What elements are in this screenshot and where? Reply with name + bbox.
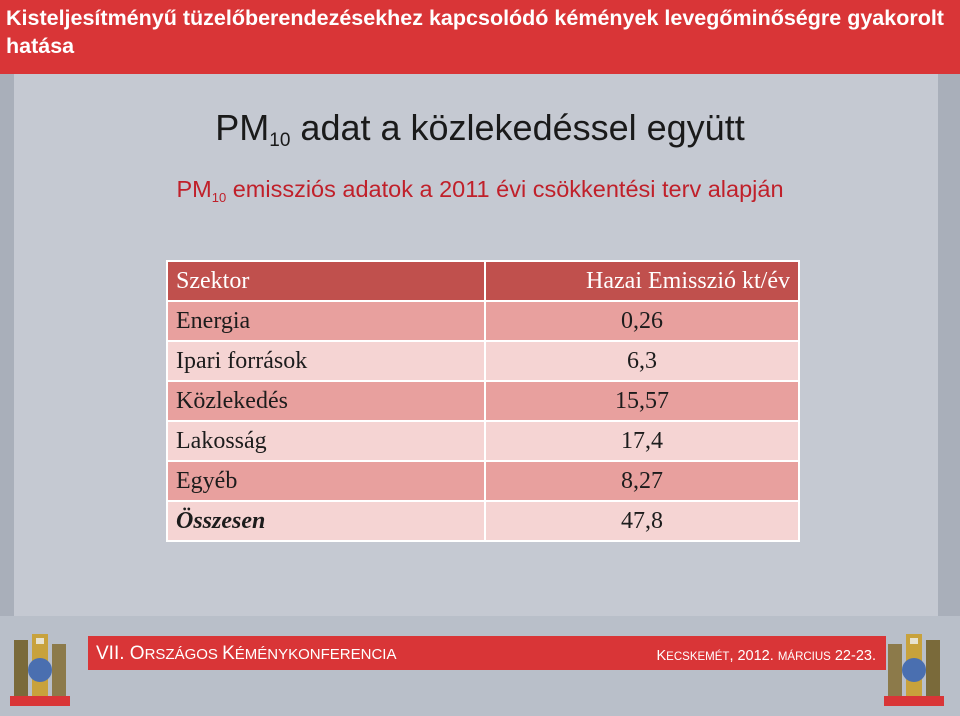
footer-city: ECSKEMÉT <box>666 651 730 663</box>
row-sector: Lakosság <box>167 421 485 461</box>
row-value: 0,26 <box>485 301 799 341</box>
title-subscript: 10 <box>269 130 291 151</box>
header-bar <box>0 0 960 74</box>
footer-year: , 2012. <box>729 648 778 664</box>
table-row <box>167 381 799 421</box>
footer-cap-k: K <box>222 643 235 664</box>
table-total-row <box>167 501 799 541</box>
row-sector-total: Összesen <box>167 501 485 541</box>
footer-cap-k2: K <box>656 648 667 664</box>
column-header-emission: Hazai Emisszió kt/év <box>485 261 799 301</box>
slide-subtitle <box>0 174 960 213</box>
row-value: 6,3 <box>485 341 799 381</box>
table-header-row <box>167 261 799 301</box>
footer-smallcaps-2: ÉMÉNYKONFERENCIA <box>234 646 397 663</box>
header-title: Kisteljesítményű tüzelőberendezésekhez kapcsolódó kémények levegőminőségre gyakorolt hatása <box>6 6 944 58</box>
footer-roman: VII. <box>96 643 130 664</box>
row-value-total: 47,8 <box>485 501 799 541</box>
subtitle-pm: PM <box>176 176 212 202</box>
subtitle-subscript: 10 <box>211 190 227 205</box>
row-sector: Ipari források <box>167 341 485 381</box>
footer-smallcaps-1: RSZÁGOS <box>144 646 223 663</box>
emission-table <box>166 260 800 542</box>
chimney-emblem-icon <box>880 630 948 710</box>
slide-title <box>0 106 960 163</box>
row-value: 15,57 <box>485 381 799 421</box>
subtitle-rest: emissziós adatok a 2011 évi csökkentési terv alapján <box>226 176 784 202</box>
footer-cap-o: O <box>129 643 145 664</box>
row-sector: Egyéb <box>167 461 485 501</box>
table-row <box>167 421 799 461</box>
table-row <box>167 341 799 381</box>
chimney-emblem-icon <box>6 630 74 710</box>
footer-conference-name <box>96 642 396 667</box>
row-sector: Energia <box>167 301 485 341</box>
row-value: 17,4 <box>485 421 799 461</box>
footer-month: MÁRCIUS <box>777 651 831 663</box>
table-row <box>167 461 799 501</box>
title-pm: PM <box>215 107 270 148</box>
title-rest: adat a közlekedéssel együtt <box>290 107 745 148</box>
column-header-sector: Szektor <box>167 261 485 301</box>
row-value: 8,27 <box>485 461 799 501</box>
footer-location-date <box>657 646 877 667</box>
table-row <box>167 301 799 341</box>
row-sector: Közlekedés <box>167 381 485 421</box>
footer-days: 22-23. <box>830 648 876 664</box>
